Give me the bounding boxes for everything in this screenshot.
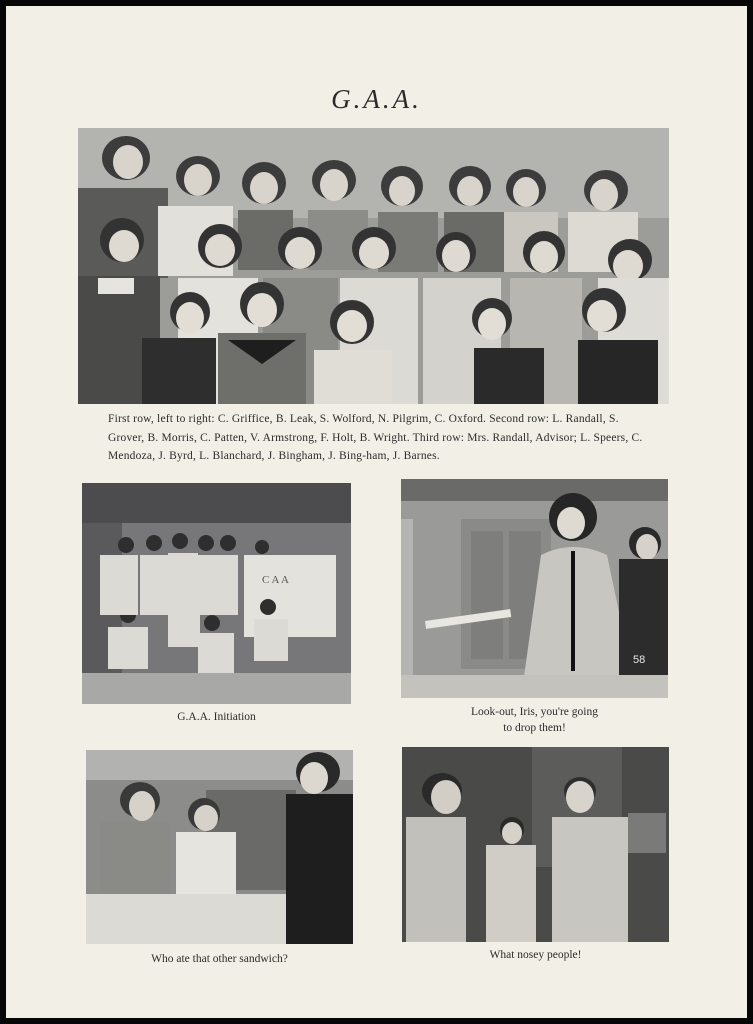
iris-caption-line2: to drop them! bbox=[503, 722, 566, 734]
page-title: G.A.A. bbox=[331, 84, 422, 114]
initiation-caption: G.A.A. Initiation bbox=[177, 711, 256, 723]
nosey-caption: What nosey people! bbox=[489, 949, 582, 961]
initiation-photo bbox=[82, 483, 351, 704]
iris-photo bbox=[401, 479, 668, 698]
iris-caption-line1: Look-out, Iris, you're going bbox=[471, 706, 598, 718]
sandwich-caption: Who ate that other sandwich? bbox=[151, 953, 288, 965]
sandwich-photo bbox=[86, 750, 353, 944]
banner-text: C A A bbox=[262, 574, 289, 586]
nosey-photo bbox=[402, 747, 669, 942]
jersey-number: 58 bbox=[633, 654, 646, 666]
group-photo bbox=[78, 128, 669, 404]
group-photo-caption: First row, left to right: C. Griffice, B. Leak, S. Wolford, N. Pilgrim, C. Oxford. Second row: L. Randall, S. Grover, B. Morris, C. Patten, V. Armstrong, F. Holt, B. Wright. Third row: Mrs. Randall, Advisor; L. Speers, C. Mendoza, J. Byrd, L. Blanchard, J. Bingham, J. Bing-ham, J. Barnes. bbox=[108, 413, 643, 462]
